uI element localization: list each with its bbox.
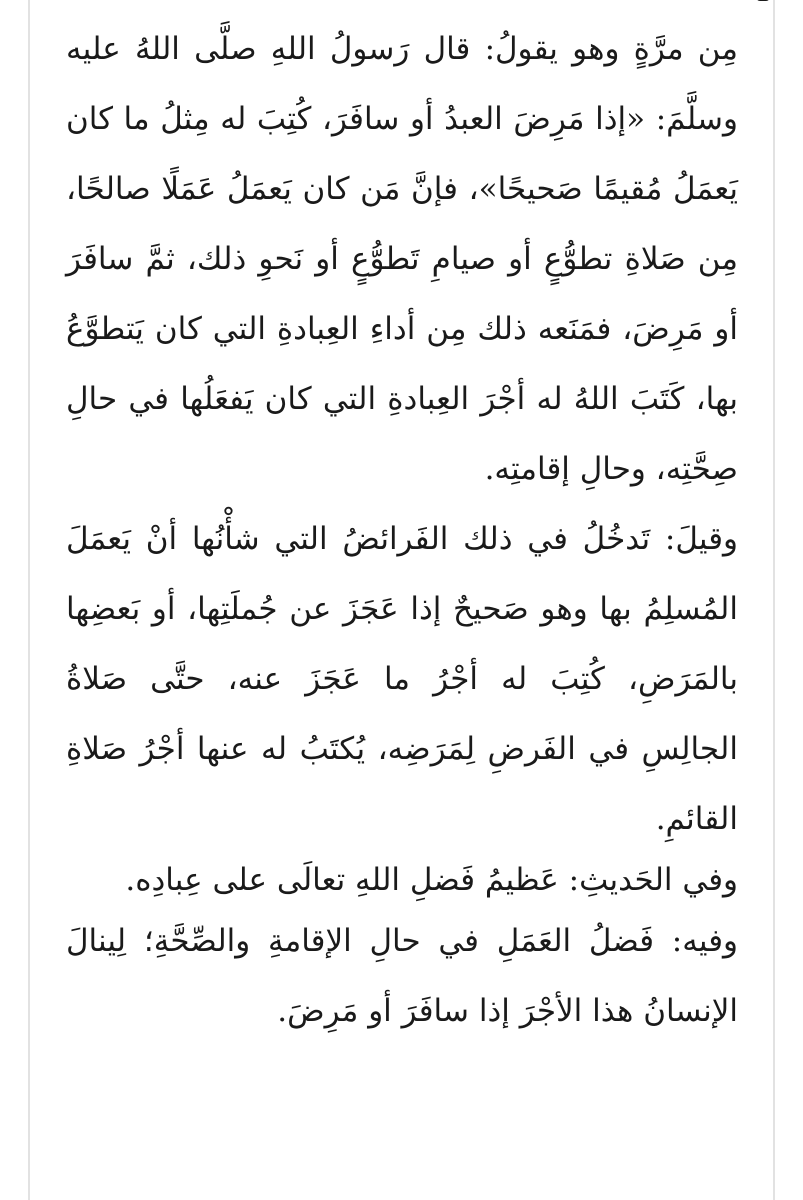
cut-off-previous-line bbox=[250, 0, 770, 6]
right-margin-rule bbox=[773, 0, 775, 1200]
left-margin-rule bbox=[28, 0, 30, 1200]
paragraph-hadith-explanation: مِن مرَّةٍ وهو يقولُ: قال رَسولُ اللهِ صلَّى اللهُ عليه وسلَّمَ: «إذا مَرِضَ العبدُ أو سافَرَ، كُتِبَ له مِثلُ ما كان يَعمَلُ مُقيمًا صَحيحًا»، فإنَّ مَن كان يَعمَلُ عَمَلًا صالحًا، مِن صَلاةِ تطوُّعٍ أو صيامِ تَطوُّعٍ أو نَحوِ ذلك، ثمَّ سافَرَ أو مَرِضَ، فمَنَعه ذلك مِن أداءِ العِبادةِ التي كان يَتطوَّعُ بها، كَتَبَ اللهُ له أجْرَ العِبادةِ التي كان يَفعَلُها في حالِ صِحَّتِه، وحالِ إقامتِه. bbox=[66, 31, 739, 487]
paragraph-obligations: وقيلَ: تَدخُلُ في ذلك الفَرائضُ التي شأْنُها أنْ يَعمَلَ المُسلِمُ بها وهو صَحيحٌ إذا عَجَزَ عن جُملَتِها، أو بَعضِها بالمَرَضِ، كُتِبَ له أجْرُ ما عَجَزَ عنه، حتَّى صَلاةُ الجالِسِ في الفَرضِ لِمَرَضِه، يُكتَبُ له عنها أجْرُ صَلاةِ القائمِ. bbox=[66, 521, 738, 837]
document-body bbox=[66, 14, 738, 1046]
paragraph-benefit-deeds: وفيه: فَضلُ العَمَلِ في حالِ الإقامةِ والصِّحَّةِ؛ لِينالَ الإنسانُ هذا الأجْرَ إذا سافَرَ أو مَرِضَ. bbox=[66, 923, 738, 1029]
paragraph-benefit-grace: وفي الحَديثِ: عَظيمُ فَضلِ اللهِ تعالَى على عِبادِه. bbox=[125, 862, 738, 898]
